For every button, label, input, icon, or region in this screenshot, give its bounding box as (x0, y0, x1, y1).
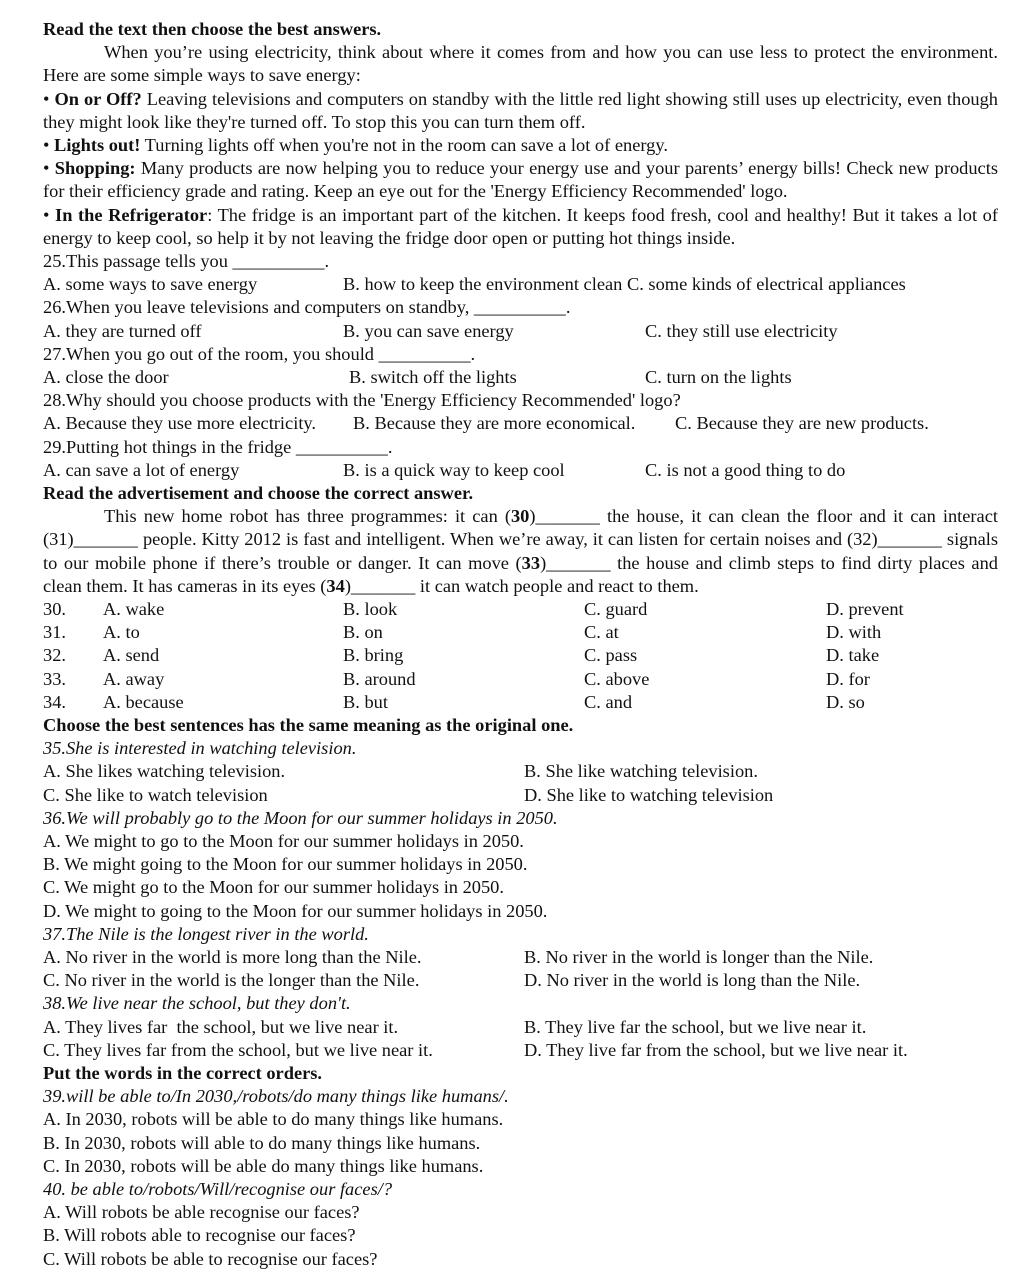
option-a[interactable]: A. Will robots be able recognise our faces? (43, 1202, 360, 1223)
question-38: 38.We live near the school, but they don't. (43, 993, 351, 1014)
option-d[interactable]: D. prevent (826, 599, 904, 619)
passage-text: )_______ it can watch people and react to them. (344, 575, 699, 596)
question-26: 26.When you leave televisions and computers on standby, __________. (43, 297, 571, 318)
option-a[interactable]: A. away (103, 668, 165, 689)
option-a[interactable]: A. send (103, 645, 160, 666)
item-number: 33. (43, 668, 66, 689)
blank-number-33: 33 (521, 552, 541, 573)
tip-lights-out (43, 134, 998, 157)
option-b[interactable]: B. on (343, 622, 383, 643)
option-c[interactable]: C. turn on the lights (645, 367, 792, 388)
question-25-options (43, 273, 998, 296)
option-a[interactable]: A. wake (103, 599, 165, 619)
option-c[interactable]: C. No river in the world is the longer than the Nile. (43, 970, 420, 991)
tip-text: : The fridge is an important part of the kitchen. It keeps food fresh, cool and healthy! But it takes a lot of energy to keep cool, so help it by not leaving the fridge door open or putting hot things inside. (43, 204, 998, 248)
option-b[interactable]: B. She like watching television. (524, 761, 758, 782)
option-c[interactable]: C. She like to watch television (43, 784, 268, 805)
item-number: 34. (43, 691, 66, 712)
option-b[interactable]: B. bring (343, 645, 404, 666)
option-c[interactable]: C. Because they are new products. (675, 413, 929, 434)
option-a[interactable]: A. No river in the world is more long than the Nile. (43, 946, 422, 967)
question-35-options-cd (43, 784, 998, 807)
tip-title: On or Off? (54, 88, 142, 109)
option-a[interactable]: A. Because they use more electricity. (43, 413, 317, 434)
advert-passage (43, 505, 998, 598)
question-27: 27.When you go out of the room, you should __________. (43, 343, 476, 364)
option-a[interactable]: A. to (103, 622, 140, 643)
option-a[interactable]: A. We might to go to the Moon for our summer holidays in 2050. (43, 830, 524, 851)
option-c[interactable]: C. is not a good thing to do (645, 459, 846, 480)
tip-title: Shopping: (54, 158, 136, 179)
option-a[interactable]: A. She likes watching television. (43, 761, 286, 782)
option-a[interactable]: A. In 2030, robots will be able to do many things like humans. (43, 1109, 504, 1130)
question-26-options (43, 320, 998, 343)
question-25: 25.This passage tells you __________. (43, 251, 330, 272)
option-c[interactable]: C. We might go to the Moon for our summer holidays in 2050. (43, 877, 504, 898)
option-b[interactable]: B. Will robots able to recognise our faces? (43, 1225, 356, 1246)
option-d[interactable]: D. so (826, 691, 865, 712)
question-35: 35.She is interested in watching television. (43, 738, 357, 759)
option-b[interactable]: B. Because they are more economical. (353, 413, 636, 434)
item-number: 31. (43, 622, 66, 643)
options-row-31 (43, 621, 998, 644)
option-a[interactable]: A. because (103, 691, 184, 712)
tip-shopping (43, 157, 998, 203)
option-b[interactable]: B. around (343, 668, 416, 689)
option-c[interactable]: C. guard (584, 599, 648, 619)
question-27-options (43, 366, 998, 389)
question-37-options-ab (43, 946, 998, 969)
question-28: 28.Why should you choose products with the 'Energy Efficiency Recommended' logo? (43, 390, 681, 411)
question-37-options-cd (43, 969, 998, 992)
bullet: • (43, 204, 56, 225)
option-b[interactable]: B. No river in the world is longer than the Nile. (524, 946, 874, 967)
tip-text: Leaving televisions and computers on standby with the little red light showing still uses up electricity, even though they might look like they're turned off. To stop this you can turn them off. (43, 88, 998, 132)
option-b[interactable]: B. but (343, 691, 388, 712)
question-38-options-ab (43, 1016, 998, 1039)
passage-text: )_______ the house, it can clean the floor and it can interact (31)_______ people. Kitty 2012 is fast and intelligent. When we’re away, it can listen for certain noises and (32)_______ signals to our mobile phone if there’s trouble or danger. It can move ( (43, 506, 998, 573)
option-c[interactable]: C. They lives far from the school, but we live near it. (43, 1039, 433, 1060)
question-40: 40. be able to/robots/Will/recognise our faces/? (43, 1178, 393, 1199)
option-b[interactable]: B. switch off the lights (349, 367, 517, 388)
option-a[interactable]: A. some ways to save energy (43, 274, 258, 295)
section-heading-same-meaning: Choose the best sentences has the same meaning as the original one. (43, 714, 574, 735)
option-d[interactable]: D. We might to going to the Moon for our summer holidays in 2050. (43, 900, 548, 921)
option-b[interactable]: B. We might going to the Moon for our summer holidays in 2050. (43, 854, 528, 875)
option-d[interactable]: D. No river in the world is long than the Nile. (524, 970, 861, 991)
question-37: 37.The Nile is the longest river in the world. (43, 923, 369, 944)
question-38-options-cd (43, 1039, 998, 1062)
option-a[interactable]: A. can save a lot of energy (43, 459, 240, 480)
option-c[interactable]: C. In 2030, robots will be able do many things like humans. (43, 1155, 484, 1176)
item-number: 32. (43, 645, 66, 666)
option-a[interactable]: A. They lives far the school, but we live near it. (43, 1016, 399, 1037)
option-d[interactable]: D. She like to watching television (524, 784, 774, 805)
tip-on-off (43, 88, 998, 134)
option-a[interactable]: A. they are turned off (43, 320, 202, 341)
passage-text: )_______ the house and climb steps to find dirty places and clean them. It has cameras in its eyes ( (43, 552, 998, 596)
option-c[interactable]: C. pass (584, 645, 638, 666)
options-row-30 (43, 598, 998, 621)
blank-number-34: 34 (326, 575, 345, 596)
option-d[interactable]: D. take (826, 645, 880, 666)
question-39: 39.will be able to/In 2030,/robots/do many things like humans/. (43, 1086, 509, 1107)
bullet: • (43, 158, 55, 179)
option-c[interactable]: C. and (584, 691, 633, 712)
tip-text: Turning lights off when you're not in the room can save a lot of energy. (140, 135, 668, 156)
question-29: 29.Putting hot things in the fridge __________. (43, 436, 393, 457)
tip-title: Lights out! (54, 135, 141, 156)
blank-number-30: 30 (510, 506, 530, 527)
bullet: • (43, 88, 55, 109)
option-b[interactable]: B. how to keep the environment clean C. some kinds of electrical appliances (343, 274, 906, 295)
tip-title: In the Refrigerator (55, 204, 208, 225)
option-b[interactable]: B. you can save energy (343, 320, 514, 341)
option-b[interactable]: B. look (343, 599, 398, 619)
option-b[interactable]: B. is a quick way to keep cool (343, 459, 565, 480)
option-d[interactable]: D. for (826, 668, 870, 689)
bullet: • (43, 135, 55, 156)
item-number: 30. (43, 599, 66, 619)
options-row-33 (43, 668, 998, 691)
option-b[interactable]: B. In 2030, robots will able to do many things like humans. (43, 1132, 481, 1153)
passage-text: This new home robot has three programmes: it can ( (104, 506, 511, 527)
option-b[interactable]: B. They live far the school, but we live near it. (524, 1016, 867, 1037)
option-d[interactable]: D. They live far from the school, but we live near it. (524, 1039, 908, 1060)
option-c[interactable]: C. above (584, 668, 650, 689)
option-c[interactable]: C. they still use electricity (645, 320, 838, 341)
question-36: 36.We will probably go to the Moon for our summer holidays in 2050. (43, 807, 558, 828)
option-c[interactable]: C. at (584, 622, 619, 643)
section-heading-reading: Read the text then choose the best answers. (43, 19, 382, 39)
option-a[interactable]: A. close the door (43, 367, 169, 388)
section-heading-word-order: Put the words in the correct orders. (43, 1062, 323, 1083)
option-c[interactable]: C. Will robots be able to recognise our faces? (43, 1248, 378, 1269)
question-35-options-ab (43, 760, 998, 783)
options-row-34 (43, 691, 998, 714)
question-29-options (43, 459, 998, 482)
section-heading-advert: Read the advertisement and choose the correct answer. (43, 482, 474, 503)
question-28-options (43, 412, 998, 435)
option-d[interactable]: D. with (826, 622, 882, 643)
reading-intro: When you’re using electricity, think about where it comes from and how you can use less to protect the environment. Here are some simple ways to save energy: (43, 42, 998, 86)
tip-refrigerator (43, 204, 998, 250)
tip-text: Many products are now helping you to reduce your energy use and your parents’ energy bills! Check new products for their efficiency grade and rating. Keep an eye out for the 'Energy Efficiency Recommended' logo. (43, 158, 998, 202)
options-row-32 (43, 644, 998, 667)
